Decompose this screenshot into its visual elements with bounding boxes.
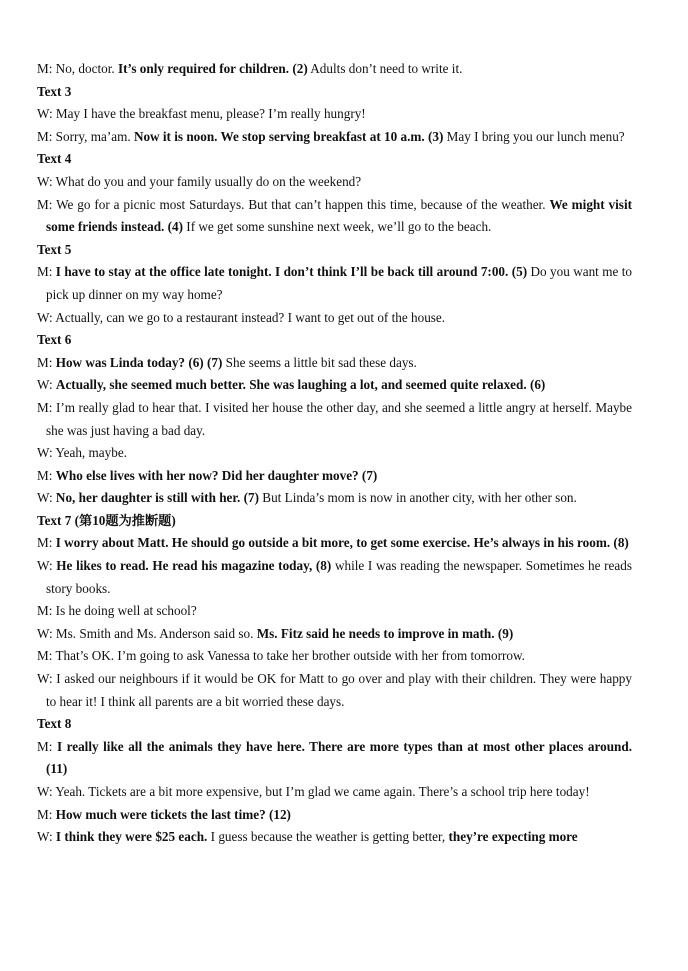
dialogue-text: But Linda’s mom is now in another city, with her other son. bbox=[259, 490, 577, 506]
section-heading: Text 7 (第10题为推断题) bbox=[37, 512, 176, 528]
key-phrase: How was Linda today? (6) (7) bbox=[55, 354, 223, 370]
dialogue-text: W: May I have the breakfast menu, please? I’m really hungry! bbox=[37, 106, 366, 122]
dialogue-line bbox=[37, 668, 632, 713]
dialogue-text: W: Ms. Smith and Ms. Anderson said so. bbox=[37, 625, 257, 641]
dialogue-line bbox=[37, 397, 632, 442]
dialogue-text: M: Is he doing well at school? bbox=[37, 603, 197, 619]
section-heading: Text 4 bbox=[37, 151, 72, 167]
dialogue-line bbox=[37, 736, 632, 781]
dialogue-text: M: bbox=[37, 354, 56, 370]
dialogue-text: M: No, doctor. bbox=[37, 61, 118, 76]
dialogue-line bbox=[37, 465, 632, 488]
key-phrase: We might visit some friends instead. (4) bbox=[46, 196, 632, 235]
key-phrase: It’s only required for children. (2) bbox=[117, 61, 308, 76]
key-phrase: I really like all the animals they have here. There are more types than at most other places around. (11) bbox=[46, 738, 632, 777]
section-heading: Text 5 bbox=[37, 241, 72, 257]
section-heading: Text 3 bbox=[37, 83, 72, 99]
dialogue-line bbox=[37, 103, 632, 126]
section-heading: Text 6 bbox=[37, 332, 72, 348]
key-phrase: Now it is noon. We stop serving breakfast at 10 a.m. (3) bbox=[133, 128, 444, 144]
dialogue-line bbox=[37, 487, 632, 510]
dialogue-text: M: bbox=[37, 535, 56, 551]
dialogue-text: May I bring you our lunch menu? bbox=[443, 128, 625, 144]
dialogue-text: W: bbox=[37, 377, 56, 393]
dialogue-line bbox=[37, 600, 632, 623]
dialogue-text: W: bbox=[37, 558, 57, 574]
dialogue-text: M: That’s OK. I’m going to ask Vanessa to take her brother outside with her from tomorrow. bbox=[37, 648, 525, 664]
dialogue-line bbox=[37, 58, 632, 81]
dialogue-line bbox=[37, 126, 632, 149]
dialogue-text: M: Sorry, ma’am. bbox=[37, 128, 134, 144]
dialogue-text: M: bbox=[37, 467, 56, 483]
dialogue-line bbox=[37, 261, 632, 306]
key-phrase: I have to stay at the office late tonight. I don’t think I’ll be back till around 7:00. (5) bbox=[55, 264, 528, 280]
key-phrase: How much were tickets the last time? (12) bbox=[55, 806, 291, 822]
dialogue-text: Adults don’t need to write it. bbox=[307, 61, 463, 76]
dialogue-line bbox=[37, 804, 632, 827]
transcript-document bbox=[37, 58, 632, 849]
dialogue-line bbox=[37, 374, 632, 397]
dialogue-text: She seems a little bit sad these days. bbox=[222, 354, 417, 370]
key-phrase: they’re expecting more bbox=[448, 829, 578, 845]
dialogue-text: W: bbox=[37, 490, 56, 506]
dialogue-text: W: I asked our neighbours if it would be OK for Matt to go over and play with their children. They were happy to hear it! I think all parents are a bit worried these days. bbox=[37, 671, 632, 709]
dialogue-text: I guess because the weather is getting better, bbox=[207, 829, 449, 845]
dialogue-line bbox=[37, 826, 632, 849]
dialogue-text: M: bbox=[37, 264, 56, 280]
dialogue-text: M: bbox=[37, 806, 56, 822]
key-phrase: I think they were $25 each. bbox=[55, 829, 208, 845]
dialogue-line bbox=[37, 171, 632, 194]
dialogue-text: W: bbox=[37, 829, 56, 845]
key-phrase: Actually, she seemed much better. She was laughing a lot, and seemed quite relaxed. (6) bbox=[55, 377, 546, 393]
key-phrase: Ms. Fitz said he needs to improve in math. (9) bbox=[256, 625, 514, 641]
dialogue-line bbox=[37, 442, 632, 465]
dialogue-text: W: Yeah. Tickets are a bit more expensive, but I’m glad we came again. There’s a school trip here today! bbox=[37, 784, 590, 799]
dialogue-line bbox=[37, 645, 632, 668]
key-phrase: Who else lives with her now? Did her daughter move? (7) bbox=[55, 467, 378, 483]
dialogue-text: W: Yeah, maybe. bbox=[37, 445, 127, 461]
dialogue-text: If we get some sunshine next week, we’ll go to the beach. bbox=[183, 219, 492, 235]
dialogue-line bbox=[37, 781, 632, 804]
key-phrase: He likes to read. He read his magazine today, (8) bbox=[56, 558, 332, 574]
dialogue-line bbox=[37, 307, 632, 330]
dialogue-line bbox=[37, 194, 632, 239]
dialogue-text: while I was reading the newspaper. Sometimes he reads story books. bbox=[46, 558, 632, 596]
key-phrase: I worry about Matt. He should go outside a bit more, to get some exercise. He’s always in his room. (8) bbox=[55, 535, 629, 551]
dialogue-text: M: bbox=[37, 738, 57, 754]
dialogue-line bbox=[37, 623, 632, 646]
section-heading: Text 8 bbox=[37, 716, 72, 732]
dialogue-text: M: We go for a picnic most Saturdays. But that can’t happen this time, because of the weather. bbox=[37, 196, 550, 212]
dialogue-line bbox=[37, 352, 632, 375]
dialogue-line bbox=[37, 532, 632, 555]
key-phrase: No, her daughter is still with her. (7) bbox=[55, 490, 259, 506]
dialogue-text: Do you want me to pick up dinner on my way home? bbox=[46, 264, 633, 302]
dialogue-text: W: Actually, can we go to a restaurant instead? I want to get out of the house. bbox=[37, 309, 446, 325]
dialogue-line bbox=[37, 555, 632, 600]
dialogue-text: M: I’m really glad to hear that. I visited her house the other day, and she seemed a little angry at herself. Maybe she was just having a bad day. bbox=[37, 399, 632, 438]
dialogue-text: W: What do you and your family usually do on the weekend? bbox=[37, 173, 362, 189]
